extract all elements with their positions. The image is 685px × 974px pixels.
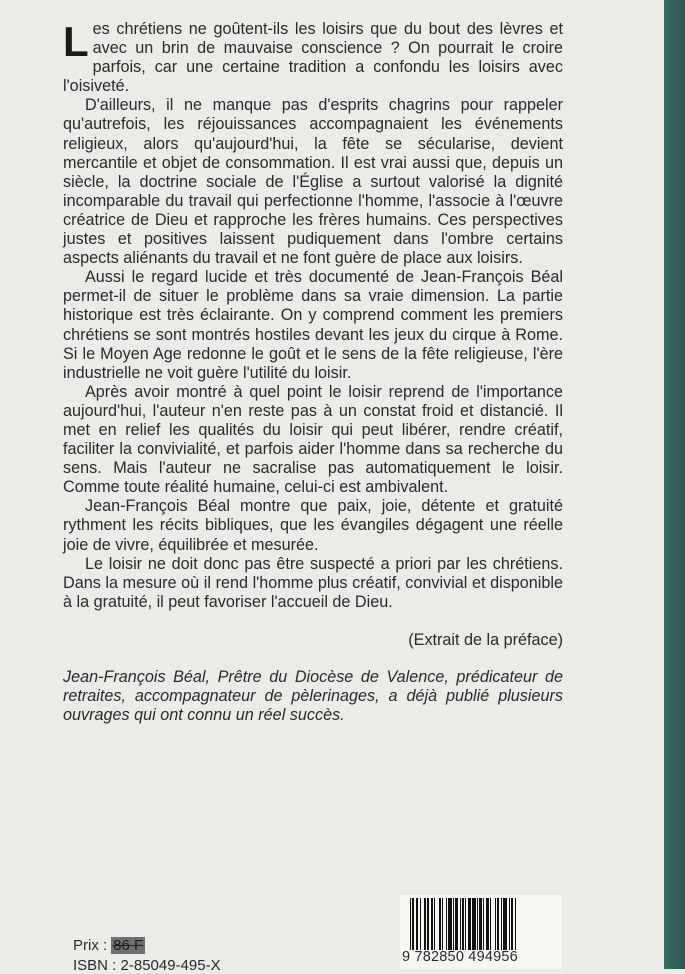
isbn-number: ISBN : 2-85049-495-X: [73, 957, 221, 974]
body-paragraph: D'ailleurs, il ne manque pas d'esprits chagrins pour rappeler qu'autrefois, les réjouissances accompagnaient les événements religieux, alors qu'aujourd'hui, la fête se sécularise, devient mercantile et objet de consommation. Il est vrai aussi que, depuis un siècle, la doctrine sociale de l'Église a surtout valorisé la dignité incomparable du travail qui perfectionne l'homme, l'associe à l'œuvre créatrice de Dieu et rapproche les frères humains. Ces perspectives justes et positives laissent pudiquement dans l'ombre certains aspects aliénants du travail et ne font guère de place aux loisirs.: [63, 96, 563, 268]
price-value: 86 F: [113, 937, 144, 954]
barcode-gap: [516, 898, 517, 950]
body-paragraph: Aussi le regard lucide et très documenté de Jean-François Béal permet-il de situer le problème dans sa vraie dimension. La partie historique est très éclairante. On y comprend comment les premiers chrétiens se sont montrés hostiles devant les jeux du cirque à Rome. Si le Moyen Age redonne le goût et le sens de la fête religieuse, l'ère industrielle ne voit guère l'utilité du loisir.: [63, 268, 563, 382]
price-label: Prix :: [73, 937, 108, 954]
body-paragraph: Le loisir ne doit donc pas être suspecté a priori par les chrétiens. Dans la mesure où il rend l'homme plus créatif, convivial et disponible à la gratuité, il peut favoriser l'accueil de Dieu.: [63, 554, 563, 611]
barcode: [400, 895, 562, 969]
barcode-digits: 9 782850 494956: [402, 949, 518, 965]
preface-source: (Extrait de la préface): [408, 630, 563, 649]
back-cover-text: [63, 20, 563, 725]
drop-cap: L: [63, 18, 89, 65]
body-paragraph: Après avoir montré à quel point le loisir reprend de l'importance aujourd'hui, l'auteur n'en reste pas à un constat froid et distancié. Il met en relief les qualités du loisir qui peut libérer, rendre créatif, faciliter la convivialité, et parfois aider l'homme dans sa recherche du sens. Mais l'auteur ne sacralise pas automatiquement le loisir. Comme toute réalité humaine, celui-ci est ambivalent.: [63, 382, 563, 497]
intro-text: es chrétiens ne goûtent-ils les loisirs que du bout des lèvres et avec un brin de mauvaise conscience ? On pourrait le croire parfois, car une certaine tradition a confondu les loisirs avec l'oisiveté.: [63, 20, 563, 96]
intro-paragraph: [63, 20, 563, 96]
body-paragraph: Jean-François Béal montre que paix, joie, détente et gratuité rythment les récits bibliques, que les évangiles dégagent une réelle joie de vivre, équilibrée et mesurée.: [63, 497, 563, 554]
price-line: [73, 937, 145, 954]
barcode-bars: [410, 898, 558, 950]
author-bio: Jean-François Béal, Prêtre du Diocèse de Valence, prédicateur de retraites, accompagnateur de pèlerinages, a déjà publié plusieurs ouvrages qui ont connu un réel succès.: [63, 668, 563, 725]
book-spine-edge: [664, 0, 685, 969]
